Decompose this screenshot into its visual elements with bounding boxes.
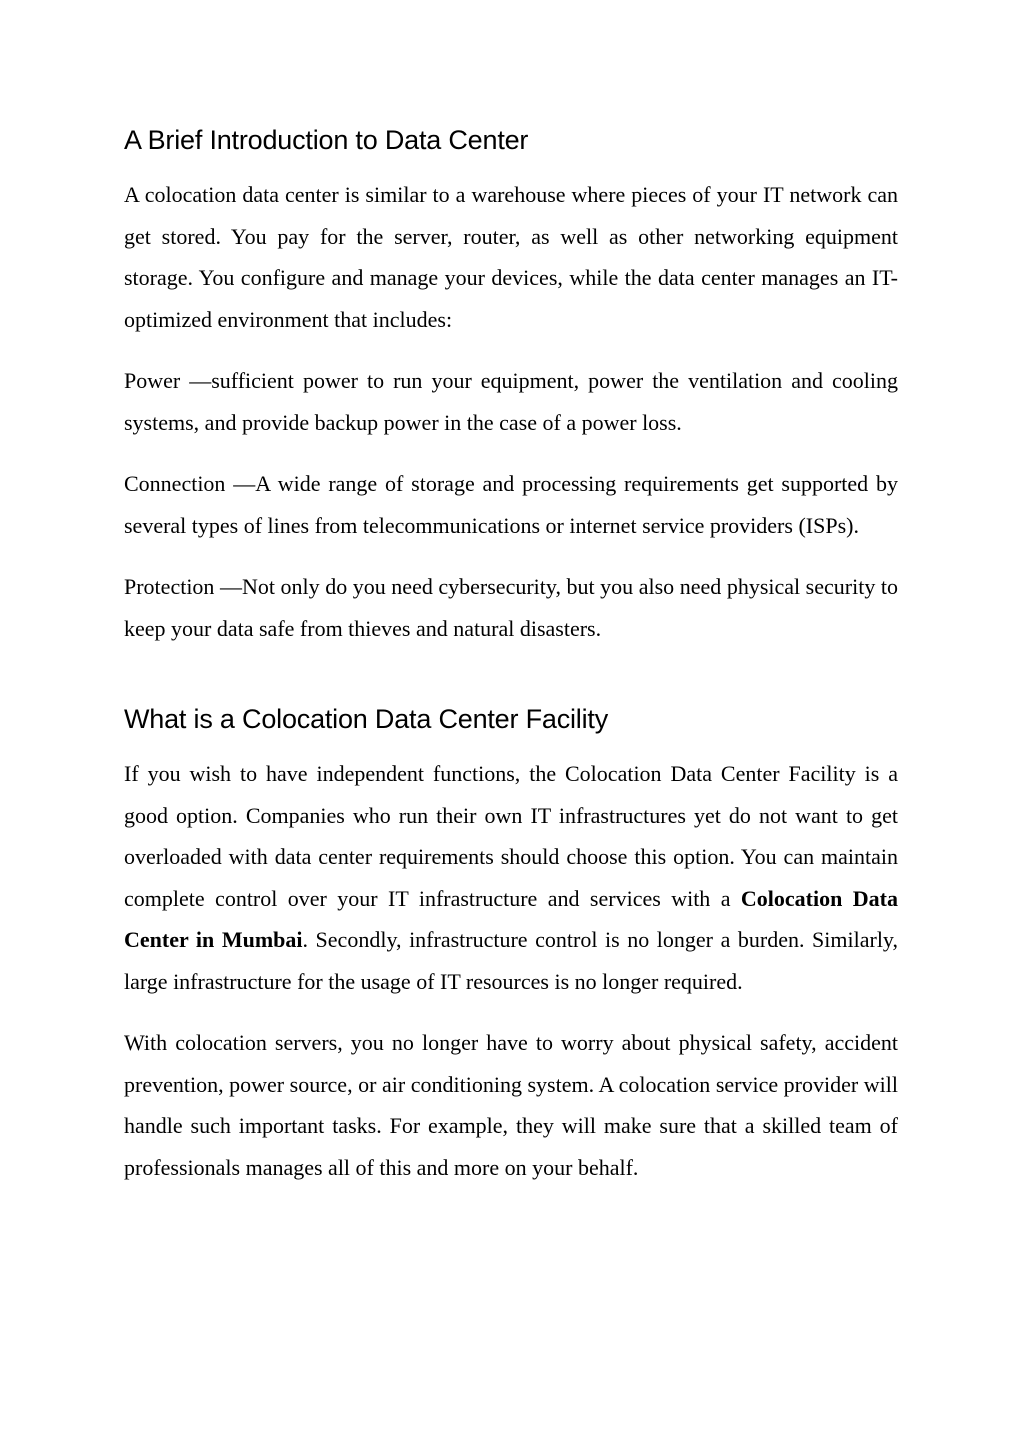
colocation-paragraph-end: . Secondly, infrastructure control is no longer a burden. Similarly, large infrastructure for the usage of IT resources is no longer required. <box>124 927 899 994</box>
section-intro <box>124 121 898 649</box>
document-page <box>124 121 898 1208</box>
section-heading-colocation: What is a Colocation Data Center Facility <box>124 704 608 734</box>
section-heading-intro: A Brief Introduction to Data Center <box>124 125 529 155</box>
section-colocation <box>124 700 898 1188</box>
servers-paragraph: With colocation servers, you no longer have to worry about physical safety, accident prevention, power source, or air conditioning system. A colocation service provider will handle such important tasks. For example, they will make sure that a skilled team of professionals manages all of this and more on your behalf. <box>124 1030 898 1180</box>
bold-keyword: Colocation Data Center in Mumbai <box>124 885 898 952</box>
connection-paragraph: Connection —A wide range of storage and processing requirements get supported by several types of lines from telecommunications or internet service providers (ISPs). <box>124 471 898 538</box>
colocation-paragraph <box>124 753 898 1002</box>
power-paragraph: Power —sufficient power to run your equipment, power the ventilation and cooling systems, and provide backup power in the case of a power loss. <box>124 368 898 435</box>
colocation-paragraph-start: If you wish to have independent functions, the Colocation Data Center Facility is a good option. Companies who run their own IT infrastructures yet do not want to get overloaded with data center requirements should choose this option. You can maintain complete control over your IT infrastructure and services with a <box>124 761 898 911</box>
intro-paragraph: A colocation data center is similar to a warehouse where pieces of your IT network can get stored. You pay for the server, router, as well as other networking equipment storage. You configure and manage your devices, while the data center manages an IT-optimized environment that includes: <box>124 182 898 332</box>
protection-paragraph: Protection —Not only do you need cybersecurity, but you also need physical security to keep your data safe from thieves and natural disasters. <box>124 574 898 641</box>
